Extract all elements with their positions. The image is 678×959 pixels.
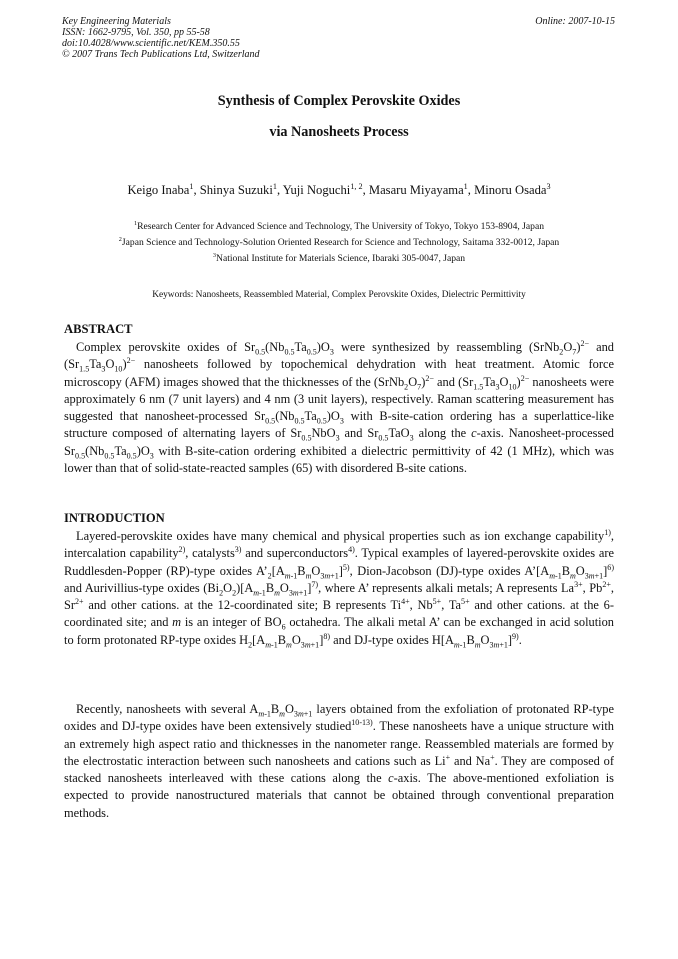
affiliation <box>0 237 678 248</box>
abstract-paragraph <box>64 339 614 477</box>
author-name: Shinya Suzuki <box>199 183 273 197</box>
author-list: Keigo Inaba$^1$, Shinya Suzuki$^1$, Yuji Noguchi$^{1, 2}$, Masaru Miyayama$^1$, Minoru Osada$^3$ <box>127 181 551 197</box>
paper-title-line-2: via Nanosheets Process <box>269 124 409 140</box>
intro-text-1: Layered-perovskite oxides have many chemical and physical properties such as ion exchange capability$^{1)}$, intercalation capability$^{2)}$, catalysts$^{3)}$ and superconductors$^{4)}$. Typical examples of layered-perovskite oxides are Ruddlesden-Popper (RP)-type oxides $A’_2[A_{m-1}B_mO_{3m+1}]^{5)}$, Dion-Jacobson (DJ)-type oxides $A’[A_{m-1}B_mO_{3m+1}]^{6)}$ and Aurivillius-type oxides $(Bi_2O_2)[A_{m-1}B_mO_{3m+1}]^{7)}$, where A’ represents alkali metals; A represents $La^{3+}$, $Pb^{2+}$, $Sr^{2+}$ and other cations. at the 12-coordinated site; B represents $Ti^{4+}$, $Nb^{5+}$, $Ta^{5+}$ and other cations. at the 6-coordinated site; and m is an integer of $BO_6$ octahedra. The alkali metal A’ can be exchanged in acid solution to form protonated RP-type oxides $H_2[A_{m-1}B_mO_{3m+1}]^{8)}$ and DJ-type oxides $H[A_{m-1}B_mO_{3m+1}]^{9)}$. <box>64 527 614 650</box>
affiliation <box>0 253 678 264</box>
author-name: Masaru Miyayama <box>368 183 464 197</box>
author-affiliation-mark: 3 <box>546 181 551 191</box>
journal-header <box>62 16 260 60</box>
author-affiliation-mark: 1 <box>463 181 468 191</box>
affiliation <box>0 221 678 232</box>
abstract-text: Complex perovskite oxides of $Sr_{0.5}(Nb_{0.5}Ta_{0.5})O_3$ were synthesized by reassembling $(SrNb_2O_7)^{2-}$ and $(Sr_{1.5}Ta_3O_{10})^{2-}$ nanosheets followed by topochemical dehydration with heat treatment. Atomic force microscopy (AFM) images showed that the thicknesses of the $(SrNb_2O_7)^{2-}$ and $(Sr_{1.5}Ta_3O_{10})^{2-}$ nanosheets were approximately 6 nm (7 unit layers) and 4 nm (3 unit layers), respectively. Raman scattering measurement has suggested that nanosheet-processed $Sr_{0.5}(Nb_{0.5}Ta_{0.5})O_3$ with B-site-cation ordering has a superlattice-like structure composed of alternating layers of $Sr_{0.5}NbO_3$ and $Sr_{0.5}TaO_3$ along the c-axis. Nanosheet-processed $Sr_{0.5}(Nb_{0.5}Ta_{0.5})O_3$ with B-site-cation ordering exhibited a dielectric permittivity of 42 (1 MHz), which was lower than that of solid-state-reacted samples (65) with disordered B-site cations. <box>64 338 615 476</box>
introduction-paragraph-1 <box>64 528 614 649</box>
journal-issn: ISSN: 1662-9795, Vol. 350, pp 55-58 <box>62 27 210 38</box>
author-affiliation-mark: 1, 2 <box>350 181 363 191</box>
affiliation-text: Japan Science and Technology-Solution Oriented Research for Science and Technology, Saitama 332-0012, Japan <box>121 237 560 248</box>
author-name: Yuji Noguchi <box>282 183 351 197</box>
paper-title-line-1: Synthesis of Complex Perovskite Oxides <box>217 93 461 109</box>
author-name: Minoru Osada <box>474 183 547 197</box>
journal-doi: doi:10.4028/www.scientific.net/KEM.350.55 <box>62 38 240 49</box>
affiliation-text: Research Center for Advanced Science and Technology, The University of Tokyo, Tokyo 153-8904, Japan <box>137 221 545 232</box>
author-name: Keigo Inaba <box>127 183 190 197</box>
affiliation-number: 3 <box>212 251 217 259</box>
online-date: Online: 2007-10-15 <box>535 16 615 27</box>
affiliation-text: National Institute for Materials Science, Ibaraki 305-0047, Japan <box>216 253 466 264</box>
keywords: Keywords: Nanosheets, Reassembled Material, Complex Perovskite Oxides, Dielectric Permittivity <box>152 290 526 300</box>
journal-copyright: © 2007 Trans Tech Publications Ltd, Switzerland <box>62 49 260 60</box>
affiliation-number: 2 <box>118 235 122 243</box>
journal-name: Key Engineering Materials <box>62 16 171 27</box>
intro-text-2: Recently, nanosheets with several $A_{m-1}B_mO_{3m+1}$ layers obtained from the exfoliation of protonated RP-type oxides and DJ-type oxides have been extensively studied$^{10-13)}$. These nanosheets have a unique structure with an extremely high aspect ratio and thicknesses in the nanometer range. Reassembled materials are formed by the electrostatic interaction between such nanosheets and cations such as Li+ and Na+. They are composed of stacked nanosheets interleaved with these cations along the c-axis. The above-mentioned exfoliation is expected to provide nanostructured materials that cannot be obtained through conventional preparation methods. <box>64 702 615 820</box>
author-affiliation-mark: 1 <box>189 181 194 191</box>
author-affiliation-mark: 1 <box>272 181 277 191</box>
introduction-heading: INTRODUCTION <box>64 511 165 525</box>
abstract-heading: ABSTRACT <box>64 322 133 336</box>
introduction-paragraph-2 <box>64 701 614 822</box>
affiliation-number: 1 <box>133 219 138 227</box>
